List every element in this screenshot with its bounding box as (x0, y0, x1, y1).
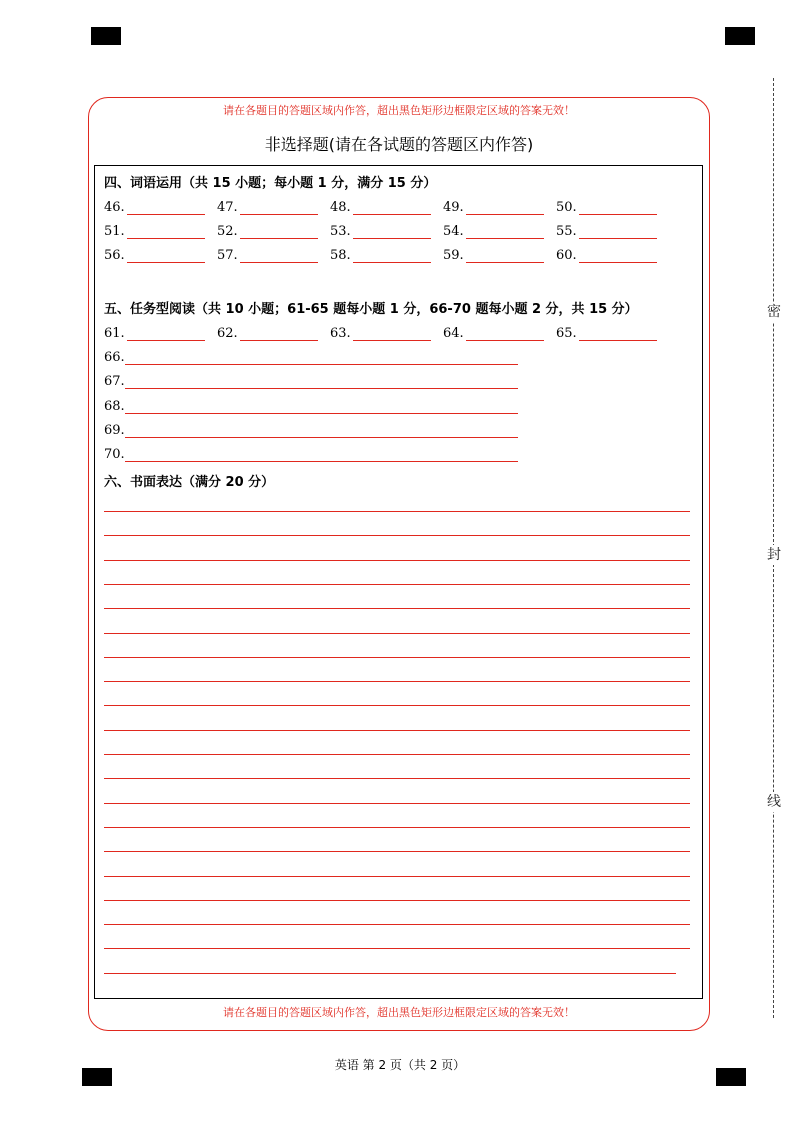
item-number: 54. (443, 224, 464, 239)
item-number: 51. (104, 224, 125, 239)
item-number: 64. (443, 326, 464, 341)
item-number: 52. (217, 224, 238, 239)
writing-line[interactable] (104, 851, 690, 852)
answer-blank[interactable] (579, 249, 657, 263)
item-number: 62. (217, 326, 238, 341)
answer-item[interactable] (556, 200, 657, 215)
answer-blank[interactable] (353, 225, 431, 239)
page-title: 非选择题(请在各试题的答题区内作答) (264, 135, 534, 154)
seal-char-mi: 密 (764, 302, 784, 322)
answer-item[interactable] (330, 224, 431, 239)
item-number: 59. (443, 248, 464, 263)
item-number: 55. (556, 224, 577, 239)
answer-blank[interactable] (127, 201, 205, 215)
item-number: 46. (104, 200, 125, 215)
long-answer-blank[interactable] (125, 448, 518, 462)
long-answer-item[interactable] (104, 423, 518, 438)
writing-line[interactable] (104, 900, 690, 901)
answer-item[interactable] (217, 248, 318, 263)
item-number: 47. (217, 200, 238, 215)
answer-item[interactable] (443, 224, 544, 239)
item-number: 61. (104, 326, 125, 341)
answer-item[interactable] (556, 224, 657, 239)
warning-top: 请在各题目的答题区域内作答，超出黑色矩形边框限定区域的答案无效！ (223, 104, 575, 117)
writing-line[interactable] (104, 827, 690, 828)
section-4-heading: 四、词语运用（共 15 小题；每小题 1 分，满分 15 分） (104, 176, 437, 191)
writing-line[interactable] (104, 778, 690, 779)
answer-item[interactable] (443, 326, 544, 341)
answer-blank[interactable] (579, 225, 657, 239)
answer-blank[interactable] (579, 201, 657, 215)
item-number: 49. (443, 200, 464, 215)
writing-line[interactable] (104, 511, 690, 512)
page-footer: 英语 第 2 页（共 2 页） (334, 1058, 466, 1072)
section-6-heading: 六、书面表达（满分 20 分） (104, 475, 275, 490)
long-answer-blank[interactable] (125, 375, 518, 389)
seal-char-feng: 封 (764, 545, 784, 565)
answer-item[interactable] (330, 200, 431, 215)
answer-item[interactable] (217, 200, 318, 215)
writing-line[interactable] (104, 681, 690, 682)
writing-line[interactable] (104, 754, 690, 755)
long-answer-item[interactable] (104, 374, 518, 389)
answer-item[interactable] (330, 248, 431, 263)
writing-line[interactable] (104, 973, 676, 974)
writing-line[interactable] (104, 560, 690, 561)
answer-blank[interactable] (353, 327, 431, 341)
seal-char-xian: 线 (764, 792, 784, 812)
long-answer-blank[interactable] (125, 424, 518, 438)
long-answer-blank[interactable] (125, 351, 518, 365)
writing-line[interactable] (104, 633, 690, 634)
warning-bottom: 请在各题目的答题区域内作答，超出黑色矩形边框限定区域的答案无效！ (223, 1006, 575, 1019)
writing-line[interactable] (104, 657, 690, 658)
item-number: 67. (104, 374, 125, 389)
answer-blank[interactable] (127, 249, 205, 263)
writing-line[interactable] (104, 705, 690, 706)
answer-blank[interactable] (127, 327, 205, 341)
writing-line[interactable] (104, 876, 690, 877)
answer-blank[interactable] (579, 327, 657, 341)
answer-item[interactable] (443, 200, 544, 215)
answer-box (94, 165, 703, 999)
answer-item[interactable] (104, 248, 205, 263)
long-answer-item[interactable] (104, 447, 518, 462)
item-number: 58. (330, 248, 351, 263)
answer-item[interactable] (217, 224, 318, 239)
section-5-heading: 五、任务型阅读（共 10 小题；61-65 题每小题 1 分，66-70 题每小题 2 分，共 15 分） (104, 302, 638, 317)
item-number: 69. (104, 423, 125, 438)
writing-line[interactable] (104, 924, 690, 925)
answer-blank[interactable] (240, 201, 318, 215)
item-number: 70. (104, 447, 125, 462)
answer-item[interactable] (104, 200, 205, 215)
long-answer-blank[interactable] (125, 400, 518, 414)
answer-blank[interactable] (466, 201, 544, 215)
answer-blank[interactable] (240, 327, 318, 341)
item-number: 53. (330, 224, 351, 239)
item-number: 63. (330, 326, 351, 341)
answer-item[interactable] (556, 248, 657, 263)
answer-item[interactable] (330, 326, 431, 341)
answer-item[interactable] (556, 326, 657, 341)
answer-blank[interactable] (240, 225, 318, 239)
answer-item[interactable] (443, 248, 544, 263)
writing-line[interactable] (104, 584, 690, 585)
answer-blank[interactable] (466, 327, 544, 341)
answer-blank[interactable] (353, 249, 431, 263)
writing-line[interactable] (104, 730, 690, 731)
corner-marker-top-right (725, 27, 755, 45)
answer-blank[interactable] (466, 249, 544, 263)
answer-item[interactable] (104, 326, 205, 341)
long-answer-item[interactable] (104, 350, 518, 365)
writing-line[interactable] (104, 535, 690, 536)
item-number: 57. (217, 248, 238, 263)
long-answer-item[interactable] (104, 399, 518, 414)
item-number: 48. (330, 200, 351, 215)
answer-blank[interactable] (240, 249, 318, 263)
answer-item[interactable] (217, 326, 318, 341)
writing-line[interactable] (104, 803, 690, 804)
corner-marker-top-left (91, 27, 121, 45)
item-number: 60. (556, 248, 577, 263)
answer-blank[interactable] (127, 225, 205, 239)
item-number: 66. (104, 350, 125, 365)
item-number: 68. (104, 399, 125, 414)
answer-blank[interactable] (466, 225, 544, 239)
answer-item[interactable] (104, 224, 205, 239)
item-number: 50. (556, 200, 577, 215)
writing-line[interactable] (104, 948, 690, 949)
answer-blank[interactable] (353, 201, 431, 215)
writing-line[interactable] (104, 608, 690, 609)
item-number: 65. (556, 326, 577, 341)
item-number: 56. (104, 248, 125, 263)
